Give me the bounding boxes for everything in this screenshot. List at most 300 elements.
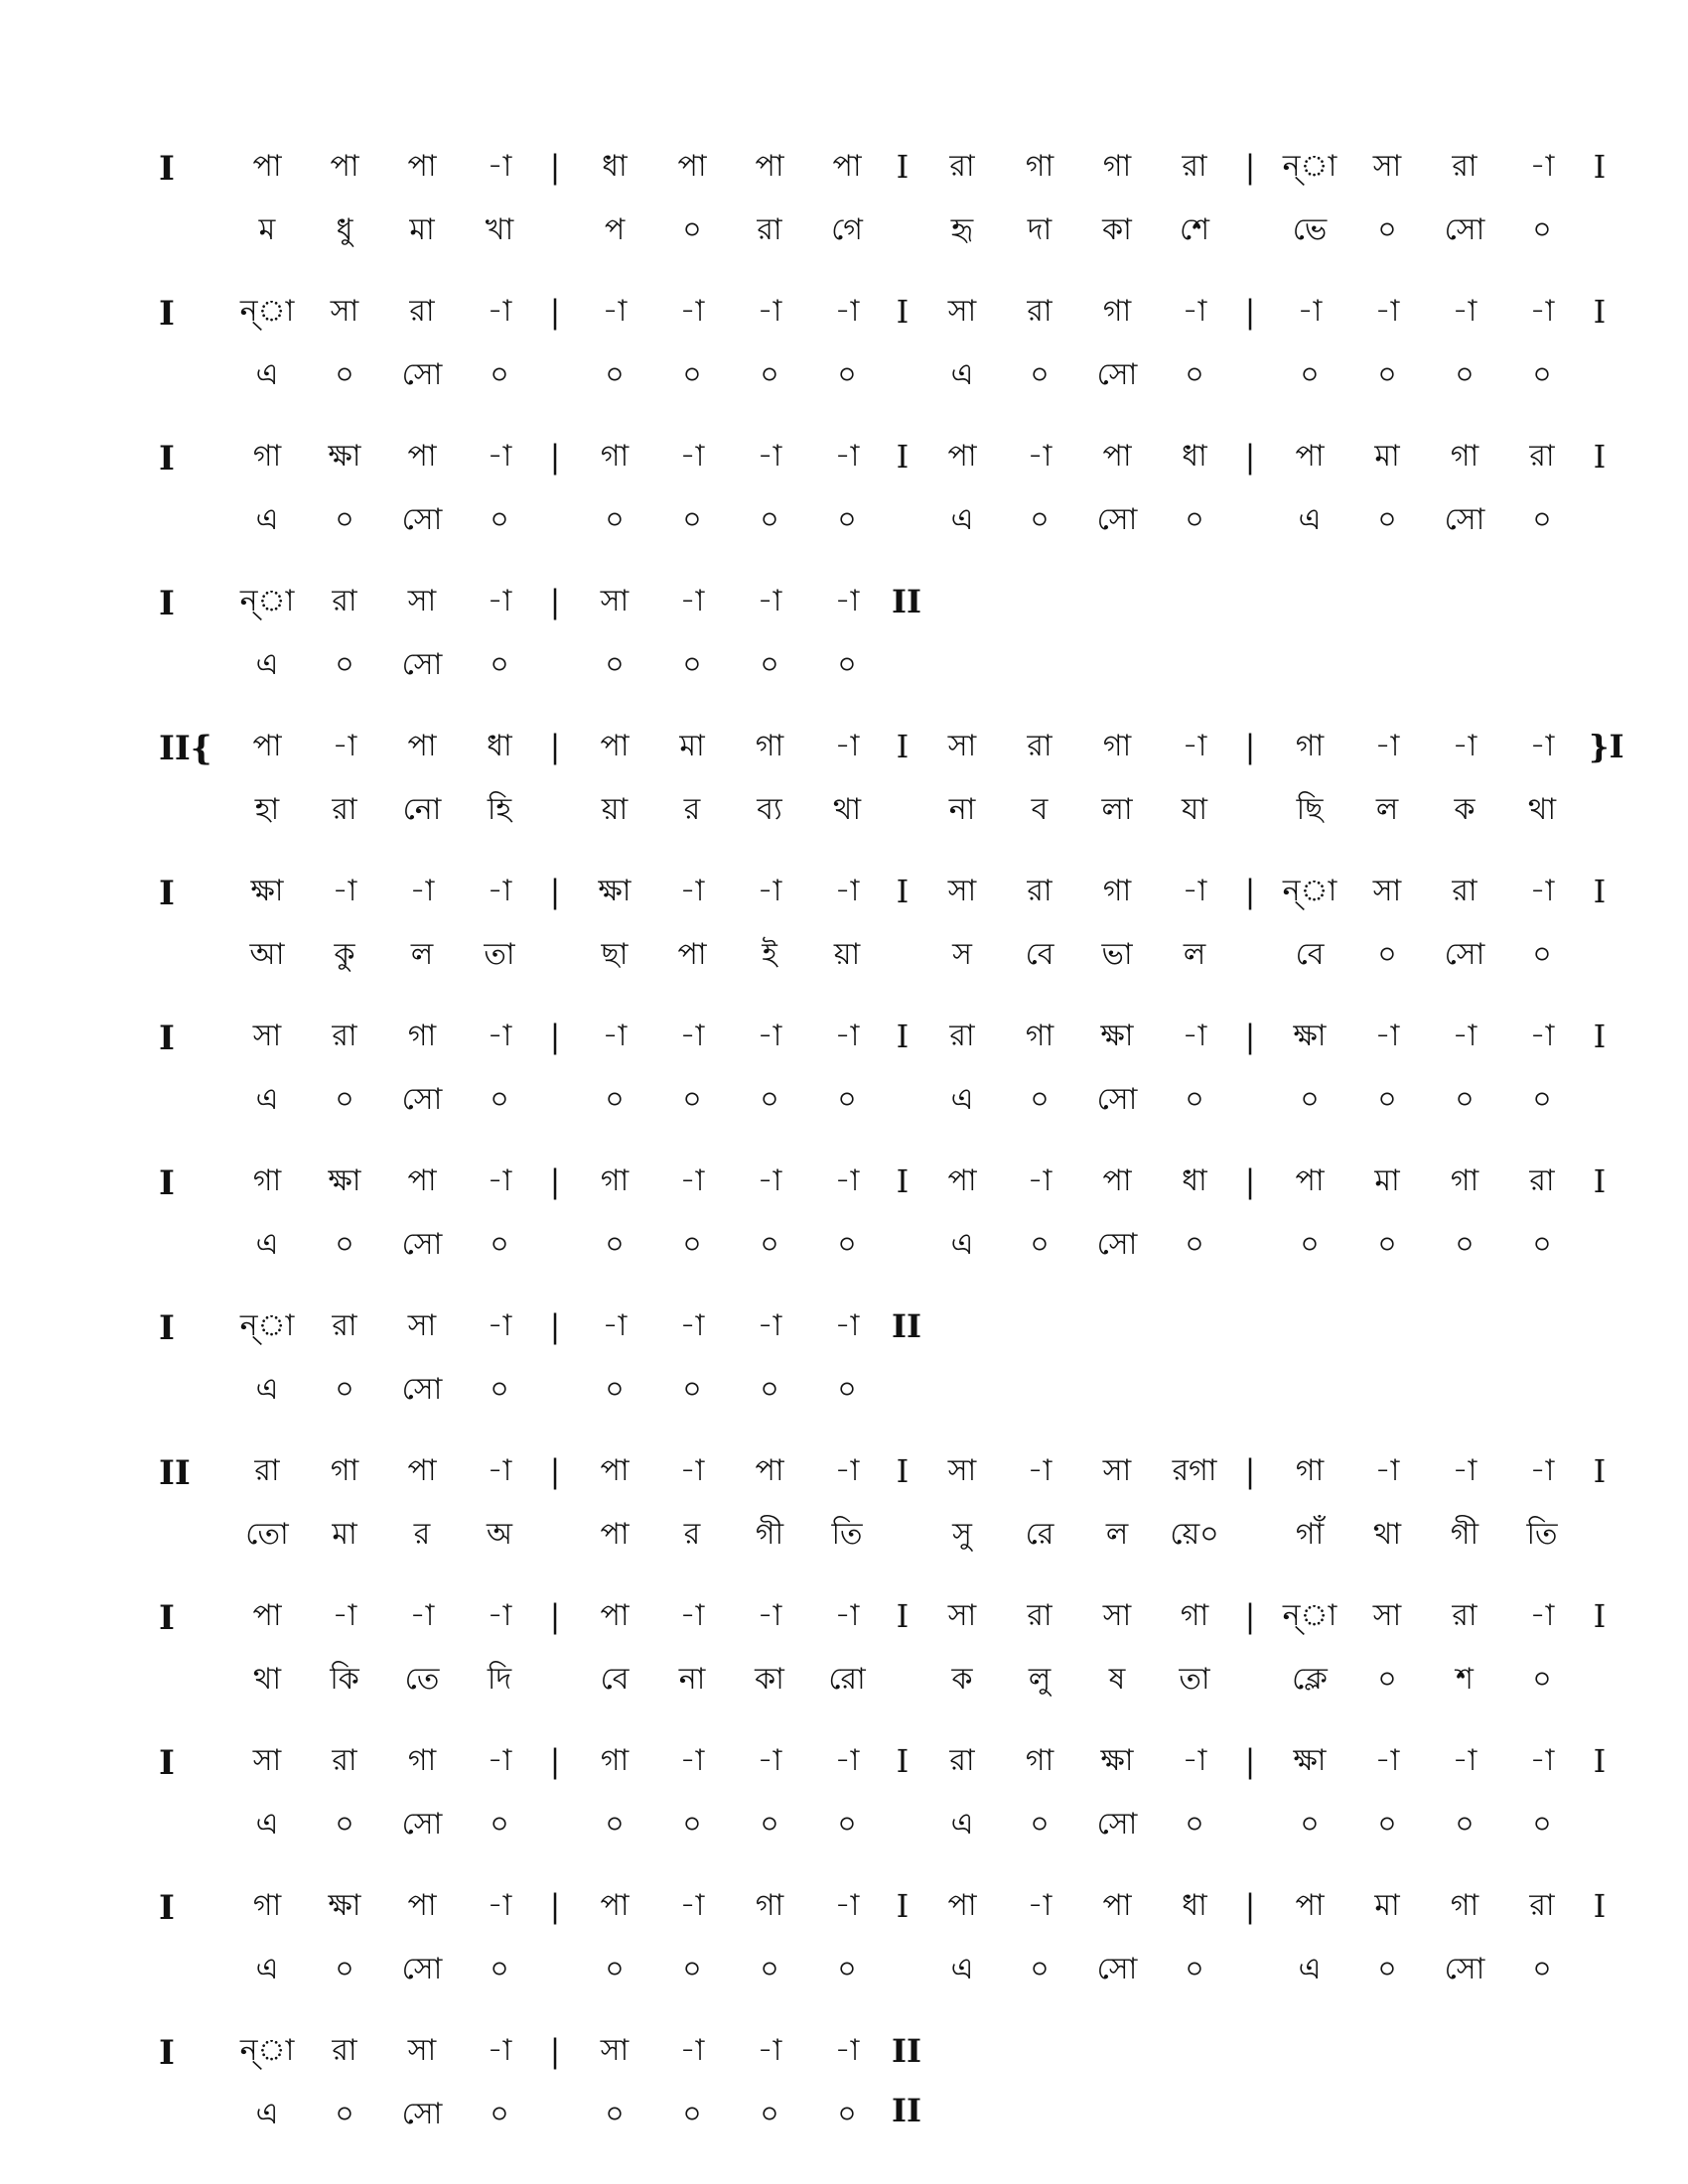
swara-note: রা bbox=[409, 294, 435, 329]
lyric-syllable: ০ bbox=[760, 1082, 779, 1117]
lyric-syllable: ০ bbox=[1185, 357, 1204, 392]
lyric-syllable: রে bbox=[1025, 1517, 1055, 1552]
line-start-mark: I bbox=[159, 1888, 175, 1928]
measure-bar-end: I bbox=[1593, 1162, 1607, 1200]
swara-note: রা bbox=[1027, 729, 1053, 763]
line-start-mark: I bbox=[159, 149, 175, 189]
beat-divider: | bbox=[549, 148, 561, 186]
lyric-syllable: ০ bbox=[837, 1952, 857, 1986]
lyric-syllable: মা bbox=[332, 1517, 357, 1552]
beat-divider: | bbox=[549, 728, 561, 765]
lyric-syllable: সো bbox=[1444, 1952, 1485, 1986]
lyric-syllable: ব bbox=[1031, 792, 1049, 827]
swara-note: -া bbox=[487, 439, 512, 474]
swara-note: -া bbox=[679, 1019, 705, 1053]
lyric-syllable: ০ bbox=[1455, 1082, 1475, 1117]
lyric-syllable: ০ bbox=[760, 357, 779, 392]
swara-note: রা bbox=[332, 1308, 357, 1343]
lyric-syllable: ই bbox=[762, 937, 777, 972]
lyric-syllable: এ bbox=[950, 1952, 974, 1986]
swara-note: ধা bbox=[1182, 1163, 1207, 1198]
swara-note: -া bbox=[332, 874, 357, 908]
swara-note: -া bbox=[757, 1598, 782, 1633]
lyric-syllable: ০ bbox=[1030, 1952, 1050, 1986]
swara-note: ন্‌া bbox=[1282, 1598, 1337, 1633]
lyric-syllable: ০ bbox=[1532, 1807, 1552, 1842]
swara-note: পা bbox=[600, 1888, 630, 1923]
lyric-syllable: পা bbox=[600, 1517, 630, 1552]
swara-row bbox=[159, 717, 1624, 776]
swara-row bbox=[159, 1441, 1607, 1501]
line-start-mark: I bbox=[159, 874, 175, 913]
measure-bar: II bbox=[892, 583, 921, 620]
measure-bar: I bbox=[896, 1018, 910, 1055]
swara-note: -া bbox=[409, 874, 435, 908]
lyric-syllable: ০ bbox=[1377, 502, 1397, 537]
line-start-mark: I bbox=[159, 584, 175, 623]
lyric-syllable: ০ bbox=[682, 502, 702, 537]
lyric-row bbox=[159, 1940, 1552, 1999]
swara-note: -া bbox=[487, 1743, 512, 1778]
swara-note: -া bbox=[1452, 1743, 1477, 1778]
lyric-syllable: ০ bbox=[1532, 1227, 1552, 1262]
swara-row bbox=[159, 282, 1607, 341]
lyric-syllable: ০ bbox=[1377, 212, 1397, 247]
swara-note: -া bbox=[487, 2033, 512, 2068]
notation-line bbox=[159, 1441, 1607, 1570]
swara-note: সা bbox=[1372, 874, 1402, 908]
swara-note: -া bbox=[487, 294, 512, 329]
lyric-syllable: ০ bbox=[490, 2097, 509, 2131]
lyric-syllable: র bbox=[413, 1517, 431, 1552]
lyric-syllable: সো bbox=[401, 1952, 443, 1986]
notation-line bbox=[159, 427, 1607, 556]
swara-note: -া bbox=[602, 1308, 628, 1343]
lyric-syllable: ব্য bbox=[757, 792, 782, 827]
lyric-syllable: ০ bbox=[605, 502, 625, 537]
lyric-syllable: বে bbox=[1025, 937, 1055, 972]
swara-note: -া bbox=[679, 1598, 705, 1633]
lyric-syllable: ০ bbox=[605, 1952, 625, 1986]
lyric-syllable: ০ bbox=[1532, 1082, 1552, 1117]
lyric-syllable: ০ bbox=[1377, 357, 1397, 392]
swara-note: ক্ষা bbox=[328, 439, 361, 474]
swara-note: রা bbox=[254, 1453, 280, 1488]
lyric-syllable: ০ bbox=[837, 1082, 857, 1117]
lyric-row bbox=[159, 490, 1552, 550]
swara-note: ধা bbox=[602, 149, 628, 184]
swara-note: -া bbox=[1027, 1163, 1053, 1198]
lyric-syllable: ০ bbox=[490, 1807, 509, 1842]
beat-divider: | bbox=[1244, 873, 1256, 910]
swara-note: -া bbox=[757, 1743, 782, 1778]
beat-divider: | bbox=[549, 583, 561, 620]
lyric-syllable: এ bbox=[950, 357, 974, 392]
lyric-syllable: আ bbox=[249, 937, 285, 972]
lyric-syllable: য়া bbox=[601, 792, 629, 827]
lyric-syllable: এ bbox=[255, 2097, 279, 2131]
beat-divider: | bbox=[1244, 1018, 1256, 1055]
swara-row bbox=[159, 572, 1549, 631]
swara-note: -া bbox=[1297, 294, 1323, 329]
swara-note: রগা bbox=[1172, 1453, 1217, 1488]
lyric-syllable: ০ bbox=[682, 1227, 702, 1262]
measure-bar-end: I bbox=[1593, 1452, 1607, 1490]
swara-note: রা bbox=[1529, 1888, 1555, 1923]
notation-line bbox=[159, 1731, 1607, 1860]
measure-bar: I bbox=[896, 728, 910, 765]
lyric-syllable: ০ bbox=[1300, 1807, 1320, 1842]
measure-bar: II II bbox=[892, 2032, 921, 2129]
beat-divider: | bbox=[549, 2032, 561, 2070]
line-start-mark: I bbox=[159, 1163, 175, 1203]
lyric-syllable: পা bbox=[677, 937, 707, 972]
lyric-syllable: য়া bbox=[833, 937, 861, 972]
lyric-syllable: ল bbox=[410, 937, 434, 972]
swara-note: রা bbox=[332, 584, 357, 618]
swara-note: রা bbox=[1182, 149, 1207, 184]
swara-note: পা bbox=[1102, 439, 1132, 474]
swara-note: সা bbox=[1372, 1598, 1402, 1633]
lyric-row bbox=[159, 345, 1552, 405]
swara-note: -া bbox=[679, 1163, 705, 1198]
lyric-syllable: সো bbox=[401, 1227, 443, 1262]
lyric-syllable: নো bbox=[402, 792, 442, 827]
lyric-syllable: হি bbox=[487, 792, 512, 827]
swara-note: -া bbox=[602, 1019, 628, 1053]
lyric-syllable: কু bbox=[334, 937, 355, 972]
swara-note: -া bbox=[834, 584, 860, 618]
swara-note: গা bbox=[1295, 729, 1325, 763]
lyric-syllable: ০ bbox=[490, 357, 509, 392]
swara-note: -া bbox=[487, 1019, 512, 1053]
line-start-mark: I bbox=[159, 1598, 175, 1638]
swara-note: -া bbox=[1027, 1888, 1053, 1923]
swara-note: সা bbox=[1102, 1598, 1132, 1633]
beat-divider: | bbox=[549, 873, 561, 910]
lyric-syllable: এ bbox=[255, 357, 279, 392]
notation-line bbox=[159, 1152, 1607, 1281]
lyric-syllable: ০ bbox=[837, 502, 857, 537]
swara-note: গা bbox=[1450, 1888, 1479, 1923]
swara-note: -া bbox=[1529, 1743, 1555, 1778]
line-start-mark: I bbox=[159, 439, 175, 478]
lyric-syllable: ০ bbox=[1455, 1807, 1475, 1842]
swara-note: -া bbox=[679, 439, 705, 474]
lyric-syllable: এ bbox=[1298, 1952, 1322, 1986]
swara-note: সা bbox=[600, 2033, 630, 2068]
swara-row bbox=[159, 1007, 1607, 1066]
lyric-syllable: সো bbox=[1096, 1807, 1138, 1842]
lyric-syllable: ০ bbox=[1030, 1082, 1050, 1117]
measure-bar: I bbox=[896, 1597, 910, 1635]
lyric-row bbox=[159, 1070, 1552, 1130]
lyric-syllable: দি bbox=[487, 1662, 512, 1697]
swara-note: পা bbox=[947, 1888, 977, 1923]
swara-note: -া bbox=[757, 584, 782, 618]
swara-note: -া bbox=[1529, 874, 1555, 908]
lyric-syllable: সো bbox=[401, 2097, 443, 2131]
swara-note: -া bbox=[1529, 1453, 1555, 1488]
line-start-mark: II bbox=[159, 1453, 191, 1493]
lyric-syllable: ০ bbox=[1185, 1807, 1204, 1842]
swara-note: গা bbox=[252, 439, 282, 474]
measure-bar-end: I bbox=[1593, 873, 1607, 910]
lyric-syllable: সো bbox=[1096, 502, 1138, 537]
lyric-row bbox=[159, 635, 1549, 695]
lyric-syllable: ০ bbox=[335, 1082, 354, 1117]
lyric-syllable: ল bbox=[1375, 792, 1399, 827]
swara-note: -া bbox=[1027, 439, 1053, 474]
notation-line bbox=[159, 1876, 1607, 2005]
lyric-syllable: ০ bbox=[760, 1372, 779, 1407]
measure-bar: I bbox=[896, 293, 910, 331]
swara-note: -া bbox=[834, 1308, 860, 1343]
lyric-syllable: কি bbox=[330, 1662, 359, 1697]
measure-bar-end: I bbox=[1593, 148, 1607, 186]
swara-note: ক্ষা bbox=[328, 1888, 361, 1923]
lyric-syllable: ০ bbox=[1300, 1082, 1320, 1117]
lyric-syllable: স bbox=[952, 937, 972, 972]
swara-note: ক্ষা bbox=[1293, 1743, 1327, 1778]
beat-divider: | bbox=[549, 438, 561, 476]
swara-note: -া bbox=[1529, 1598, 1555, 1633]
notation-line bbox=[159, 572, 1549, 701]
swara-note: পা bbox=[1102, 1888, 1132, 1923]
notation-line bbox=[159, 2021, 1549, 2150]
swara-note: সা bbox=[1102, 1453, 1132, 1488]
swara-note: সা bbox=[947, 294, 977, 329]
line-start-mark: I bbox=[159, 1743, 175, 1783]
notation-line bbox=[159, 1586, 1607, 1715]
lyric-syllable: ০ bbox=[682, 2097, 702, 2131]
lyric-syllable: ০ bbox=[1377, 1662, 1397, 1697]
swara-row bbox=[159, 1731, 1607, 1791]
lyric-syllable: ০ bbox=[1532, 502, 1552, 537]
swara-note: -া bbox=[1374, 294, 1400, 329]
lyric-syllable: তা bbox=[1179, 1662, 1210, 1697]
beat-divider: | bbox=[549, 1742, 561, 1780]
swara-row bbox=[159, 137, 1607, 197]
lyric-row bbox=[159, 201, 1552, 260]
lyric-syllable: ক bbox=[951, 1662, 973, 1697]
swara-row bbox=[159, 1876, 1607, 1936]
measure-bar-end: I bbox=[1593, 1887, 1607, 1925]
swara-note: গা bbox=[1295, 1453, 1325, 1488]
swara-note: গা bbox=[1102, 294, 1132, 329]
swara-note: -া bbox=[834, 1019, 860, 1053]
swara-note: রা bbox=[1452, 1598, 1477, 1633]
lyric-syllable: ০ bbox=[682, 1082, 702, 1117]
lyric-syllable: ০ bbox=[1455, 357, 1475, 392]
lyric-syllable: ধু bbox=[336, 212, 353, 247]
swara-note: -া bbox=[1182, 1743, 1207, 1778]
lyric-syllable: ছা bbox=[601, 937, 629, 972]
lyric-syllable: মা bbox=[409, 212, 435, 247]
measure-bar-end: I bbox=[1593, 1018, 1607, 1055]
beat-divider: | bbox=[1244, 1887, 1256, 1925]
lyric-syllable: রা bbox=[757, 212, 782, 247]
swara-note: পা bbox=[755, 1453, 784, 1488]
swara-note: গা bbox=[1102, 874, 1132, 908]
lyric-syllable: ০ bbox=[1030, 1807, 1050, 1842]
swara-note: -া bbox=[679, 1453, 705, 1488]
swara-note: সা bbox=[407, 584, 437, 618]
lyric-syllable: ০ bbox=[760, 502, 779, 537]
lyric-syllable: অ bbox=[487, 1517, 512, 1552]
lyric-syllable: ভে bbox=[1292, 212, 1328, 247]
swara-note: -া bbox=[1529, 294, 1555, 329]
beat-divider: | bbox=[549, 1018, 561, 1055]
lyric-syllable: ০ bbox=[1030, 502, 1050, 537]
lyric-syllable: গী bbox=[1450, 1517, 1479, 1552]
lyric-syllable: গাঁ bbox=[1295, 1517, 1325, 1552]
lyric-syllable: ০ bbox=[335, 1807, 354, 1842]
lyric-syllable: ল bbox=[1183, 937, 1206, 972]
lyric-syllable: ০ bbox=[1377, 937, 1397, 972]
lyric-row bbox=[159, 1505, 1558, 1565]
swara-note: পা bbox=[407, 149, 437, 184]
lyric-syllable: থা bbox=[832, 792, 862, 827]
swara-note: -া bbox=[487, 1598, 512, 1633]
swara-note: -া bbox=[332, 729, 357, 763]
lyric-syllable: ০ bbox=[837, 1227, 857, 1262]
lyric-syllable: ০ bbox=[605, 1372, 625, 1407]
lyric-syllable: শে bbox=[1180, 212, 1209, 247]
lyric-syllable: এ bbox=[950, 1807, 974, 1842]
swara-note: পা bbox=[1295, 439, 1325, 474]
swara-note: -া bbox=[757, 439, 782, 474]
lyric-syllable: কা bbox=[1102, 212, 1132, 247]
swara-note: -া bbox=[1182, 294, 1207, 329]
swara-note: পা bbox=[407, 1888, 437, 1923]
swara-note: -া bbox=[487, 1308, 512, 1343]
lyric-syllable: কা bbox=[755, 1662, 784, 1697]
swara-row bbox=[159, 862, 1607, 921]
notation-line bbox=[159, 862, 1607, 991]
lyric-syllable: ০ bbox=[1185, 1952, 1204, 1986]
lyric-syllable: লা bbox=[1101, 792, 1133, 827]
swara-note: গা bbox=[252, 1163, 282, 1198]
lyric-syllable: ০ bbox=[837, 1807, 857, 1842]
swara-row bbox=[159, 1586, 1607, 1646]
lyric-row bbox=[159, 780, 1557, 840]
lyric-syllable: ছি bbox=[1296, 792, 1324, 827]
swara-note: ন্‌া bbox=[239, 1308, 295, 1343]
lyric-syllable: ০ bbox=[1377, 1807, 1397, 1842]
lyric-syllable: এ bbox=[255, 1082, 279, 1117]
swara-note: রা bbox=[332, 1019, 357, 1053]
lyric-syllable: ০ bbox=[335, 647, 354, 682]
swara-note: রা bbox=[1452, 149, 1477, 184]
swara-note: -া bbox=[757, 1163, 782, 1198]
swara-note: গা bbox=[1025, 1743, 1055, 1778]
lyric-syllable: ০ bbox=[490, 647, 509, 682]
lyric-syllable: ০ bbox=[1185, 1227, 1204, 1262]
lyric-syllable: ০ bbox=[490, 1227, 509, 1262]
lyric-syllable: সো bbox=[1096, 1952, 1138, 1986]
lyric-syllable: এ bbox=[255, 1372, 279, 1407]
measure-bar: I bbox=[896, 873, 910, 910]
swara-note: মা bbox=[1374, 439, 1400, 474]
beat-divider: | bbox=[1244, 1742, 1256, 1780]
beat-divider: | bbox=[1244, 1162, 1256, 1200]
swara-note: রা bbox=[949, 1019, 975, 1053]
swara-note: গা bbox=[1025, 149, 1055, 184]
lyric-syllable: ০ bbox=[682, 647, 702, 682]
lyric-syllable: হা bbox=[254, 792, 280, 827]
swara-note: -া bbox=[757, 294, 782, 329]
notation-line bbox=[159, 282, 1607, 411]
lyric-syllable: ০ bbox=[1300, 1227, 1320, 1262]
lyric-row bbox=[159, 1215, 1552, 1275]
swara-note: পা bbox=[947, 439, 977, 474]
lyric-syllable: ০ bbox=[335, 1952, 354, 1986]
lyric-syllable: ০ bbox=[837, 357, 857, 392]
lyric-syllable: র bbox=[683, 792, 701, 827]
swara-note: গা bbox=[1102, 149, 1132, 184]
swara-note: সা bbox=[252, 1743, 282, 1778]
swara-note: ধা bbox=[1182, 1888, 1207, 1923]
lyric-syllable: ০ bbox=[682, 357, 702, 392]
line-start-mark: I bbox=[159, 294, 175, 334]
lyric-syllable: সো bbox=[1096, 1082, 1138, 1117]
swara-note: রা bbox=[1529, 1163, 1555, 1198]
beat-divider: | bbox=[1244, 148, 1256, 186]
swara-note: -া bbox=[834, 294, 860, 329]
lyric-syllable: ০ bbox=[1030, 357, 1050, 392]
lyric-syllable: ০ bbox=[1455, 1227, 1475, 1262]
lyric-syllable: ০ bbox=[490, 1372, 509, 1407]
lyric-syllable: ০ bbox=[1532, 357, 1552, 392]
lyric-row bbox=[159, 925, 1552, 985]
swara-note: পা bbox=[755, 149, 784, 184]
lyric-syllable: ০ bbox=[760, 1952, 779, 1986]
swara-note: -া bbox=[1182, 1019, 1207, 1053]
swara-note: গা bbox=[600, 1743, 630, 1778]
lyric-syllable: ০ bbox=[1185, 502, 1204, 537]
swara-note: -া bbox=[1182, 874, 1207, 908]
swara-note: -া bbox=[834, 1743, 860, 1778]
swara-note: রা bbox=[1027, 294, 1053, 329]
lyric-syllable: ০ bbox=[682, 1372, 702, 1407]
swara-note: পা bbox=[252, 1598, 282, 1633]
swara-note: -া bbox=[834, 1163, 860, 1198]
swara-note: পা bbox=[1102, 1163, 1132, 1198]
lyric-syllable: এ bbox=[255, 1952, 279, 1986]
beat-divider: | bbox=[549, 1597, 561, 1635]
swara-note: সা bbox=[1372, 149, 1402, 184]
swara-note: গা bbox=[1180, 1598, 1209, 1633]
lyric-syllable: ০ bbox=[1532, 1952, 1552, 1986]
notation-line bbox=[159, 137, 1607, 266]
swara-note: গা bbox=[252, 1888, 282, 1923]
lyric-syllable: ০ bbox=[1300, 357, 1320, 392]
swara-note: -া bbox=[834, 2033, 860, 2068]
swara-note: -া bbox=[487, 1453, 512, 1488]
swara-note: -া bbox=[1452, 729, 1477, 763]
swara-note: সা bbox=[947, 1453, 977, 1488]
swara-note: ক্ষা bbox=[328, 1163, 361, 1198]
swara-note: -া bbox=[679, 584, 705, 618]
swara-note: ক্ষা bbox=[1100, 1743, 1134, 1778]
lyric-syllable: এ bbox=[255, 1227, 279, 1262]
swara-note: -া bbox=[1452, 1453, 1477, 1488]
lyric-syllable: না bbox=[948, 792, 976, 827]
swara-note: ক্ষা bbox=[1293, 1019, 1327, 1053]
lyric-syllable: ০ bbox=[605, 1082, 625, 1117]
lyric-syllable: ০ bbox=[837, 647, 857, 682]
